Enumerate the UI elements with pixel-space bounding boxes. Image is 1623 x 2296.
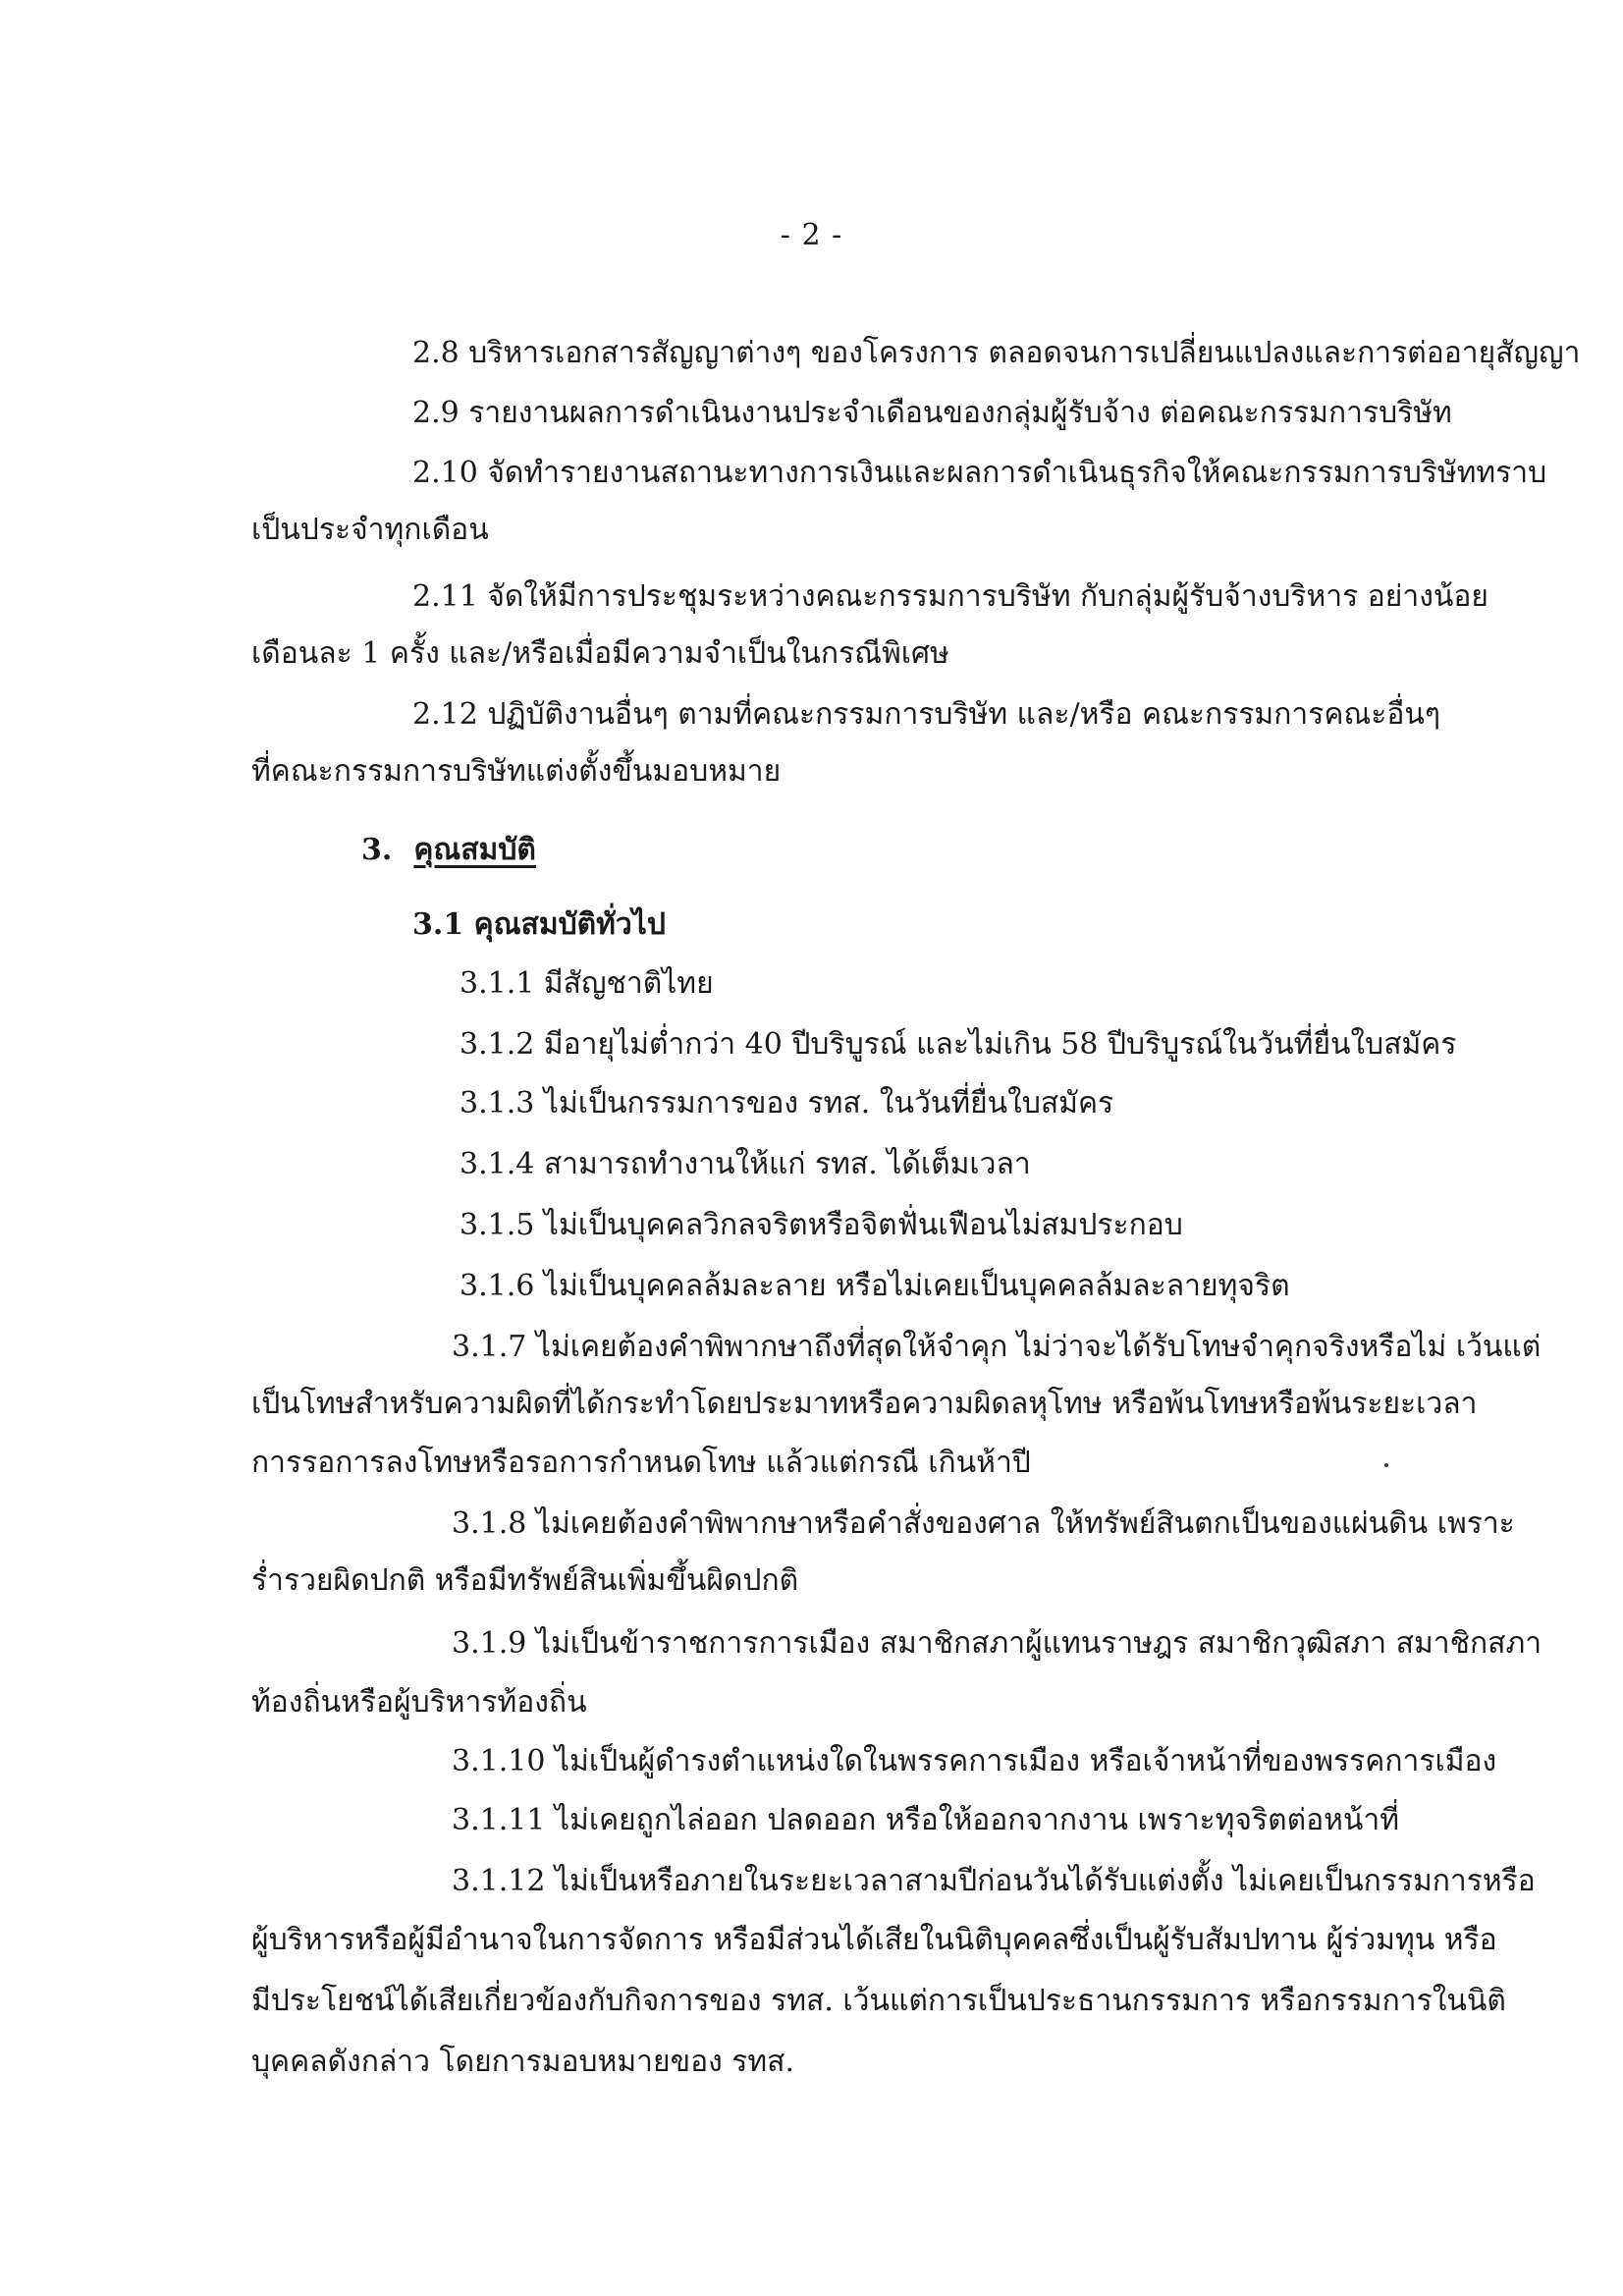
qualification-3-1-5: 3.1.5 ไม่เป็นบุคคลวิกลจริตหรือจิตฟั่นเฟือนไม่สมประกอบ [460,1208,1183,1242]
stray-dot-mark [1384,1463,1388,1467]
item-2-11-line1: 2.11 จัดให้มีการประชุมระหว่างคณะกรรมการบริษัท กับกลุ่มผู้รับจ้างบริหาร อย่างน้อย [412,579,1488,614]
qualification-3-1-12-line1: 3.1.12 ไม่เป็นหรือภายในระยะเวลาสามปีก่อนวันได้รับแต่งตั้ง ไม่เคยเป็นกรรมการหรือ [452,1864,1536,1898]
section-3-1-heading: 3.1 คุณสมบัติทั่วไป [412,907,666,942]
qualification-3-1-9-line1: 3.1.9 ไม่เป็นข้าราชการการเมือง สมาชิกสภาผู้แทนราษฎร สมาชิกวุฒิสภา สมาชิกสภา [452,1626,1542,1661]
qualification-3-1-12-line2: ผู้บริหารหรือผู้มีอำนาจในการจัดการ หรือมีส่วนได้เสียในนิติบุคคลซึ่งเป็นผู้รับสัมปทาน ผู้ร่วมทุน หรือ [251,1923,1497,1957]
item-2-10-line1: 2.10 จัดทำรายงานสถานะทางการเงินและผลการดำเนินธุรกิจให้คณะกรรมการบริษัททราบ [412,456,1547,490]
item-2-10-line2: เป็นประจำทุกเดือน [251,513,489,547]
item-2-12-line1: 2.12 ปฏิบัติงานอื่นๆ ตามที่คณะกรรมการบริษัท และ/หรือ คณะกรรมการคณะอื่นๆ [412,697,1440,732]
qualification-3-1-6: 3.1.6 ไม่เป็นบุคคลล้มละลาย หรือไม่เคยเป็นบุคคลล้มละลายทุจริต [460,1269,1290,1303]
qualification-3-1-7-line1: 3.1.7 ไม่เคยต้องคำพิพากษาถึงที่สุดให้จำคุก ไม่ว่าจะได้รับโทษจำคุกจริงหรือไม่ เว้นแต่ [452,1330,1542,1364]
section-3-heading [361,831,536,870]
qualification-3-1-8-line1: 3.1.8 ไม่เคยต้องคำพิพากษาหรือคำสั่งของศาล ให้ทรัพย์สินตกเป็นของแผ่นดิน เพราะ [452,1506,1515,1541]
section-3-number: 3. [361,833,393,867]
qualification-3-1-12-line4: บุคคลดังกล่าว โดยการมอบหมายของ รทส. [251,2045,795,2079]
item-2-9: 2.9 รายงานผลการดำเนินงานประจำเดือนของกลุ่มผู้รับจ้าง ต่อคณะกรรมการบริษัท [412,396,1452,430]
qualification-3-1-10: 3.1.10 ไม่เป็นผู้ดำรงตำแหน่งใดในพรรคการเมือง หรือเจ้าหน้าที่ของพรรคการเมือง [452,1744,1497,1778]
qualification-3-1-3: 3.1.3 ไม่เป็นกรรมการของ รทส. ในวันที่ยื่นใบสมัคร [460,1086,1114,1121]
item-2-12-line2: ที่คณะกรรมการบริษัทแต่งตั้งขึ้นมอบหมาย [251,754,782,789]
item-2-8: 2.8 บริหารเอกสารสัญญาต่างๆ ของโครงการ ตลอดจนการเปลี่ยนแปลงและการต่ออายุสัญญา [412,336,1581,370]
qualification-3-1-2: 3.1.2 มีอายุไม่ต่ำกว่า 40 ปีบริบูรณ์ และไม่เกิน 58 ปีบริบูรณ์ในวันที่ยื่นใบสมัคร [460,1027,1457,1062]
qualification-3-1-7-line3: การรอการลงโทษหรือรอการกำหนดโทษ แล้วแต่กรณี เกินห้าปี [251,1446,1031,1480]
qualification-3-1-1: 3.1.1 มีสัญชาติไทย [460,966,714,1001]
qualification-3-1-4: 3.1.4 สามารถทำงานให้แก่ รทส. ได้เต็มเวลา [460,1147,1031,1181]
qualification-3-1-7-line2: เป็นโทษสำหรับความผิดที่ได้กระทำโดยประมาทหรือความผิดลหุโทษ หรือพ้นโทษหรือพ้นระยะเวลา [251,1387,1478,1421]
qualification-3-1-9-line2: ท้องถิ่นหรือผู้บริหารท้องถิ่น [251,1685,587,1720]
section-3-title: คุณสมบัติ [413,833,536,867]
qualification-3-1-12-line3: มีประโยชน์ได้เสียเกี่ยวข้องกับกิจการของ รทส. เว้นแต่การเป็นประธานกรรมการ หรือกรรมการในนิติ [251,1984,1506,2018]
page-number: - 2 - [780,218,843,252]
qualification-3-1-8-line2: ร่ำรวยผิดปกติ หรือมีทรัพย์สินเพิ่มขึ้นผิดปกติ [251,1563,799,1598]
qualification-3-1-11: 3.1.11 ไม่เคยถูกไล่ออก ปลดออก หรือให้ออกจากงาน เพราะทุจริตต่อหน้าที่ [452,1803,1400,1837]
item-2-11-line2: เดือนละ 1 ครั้ง และ/หรือเมื่อมีความจำเป็นในกรณีพิเศษ [251,636,949,671]
